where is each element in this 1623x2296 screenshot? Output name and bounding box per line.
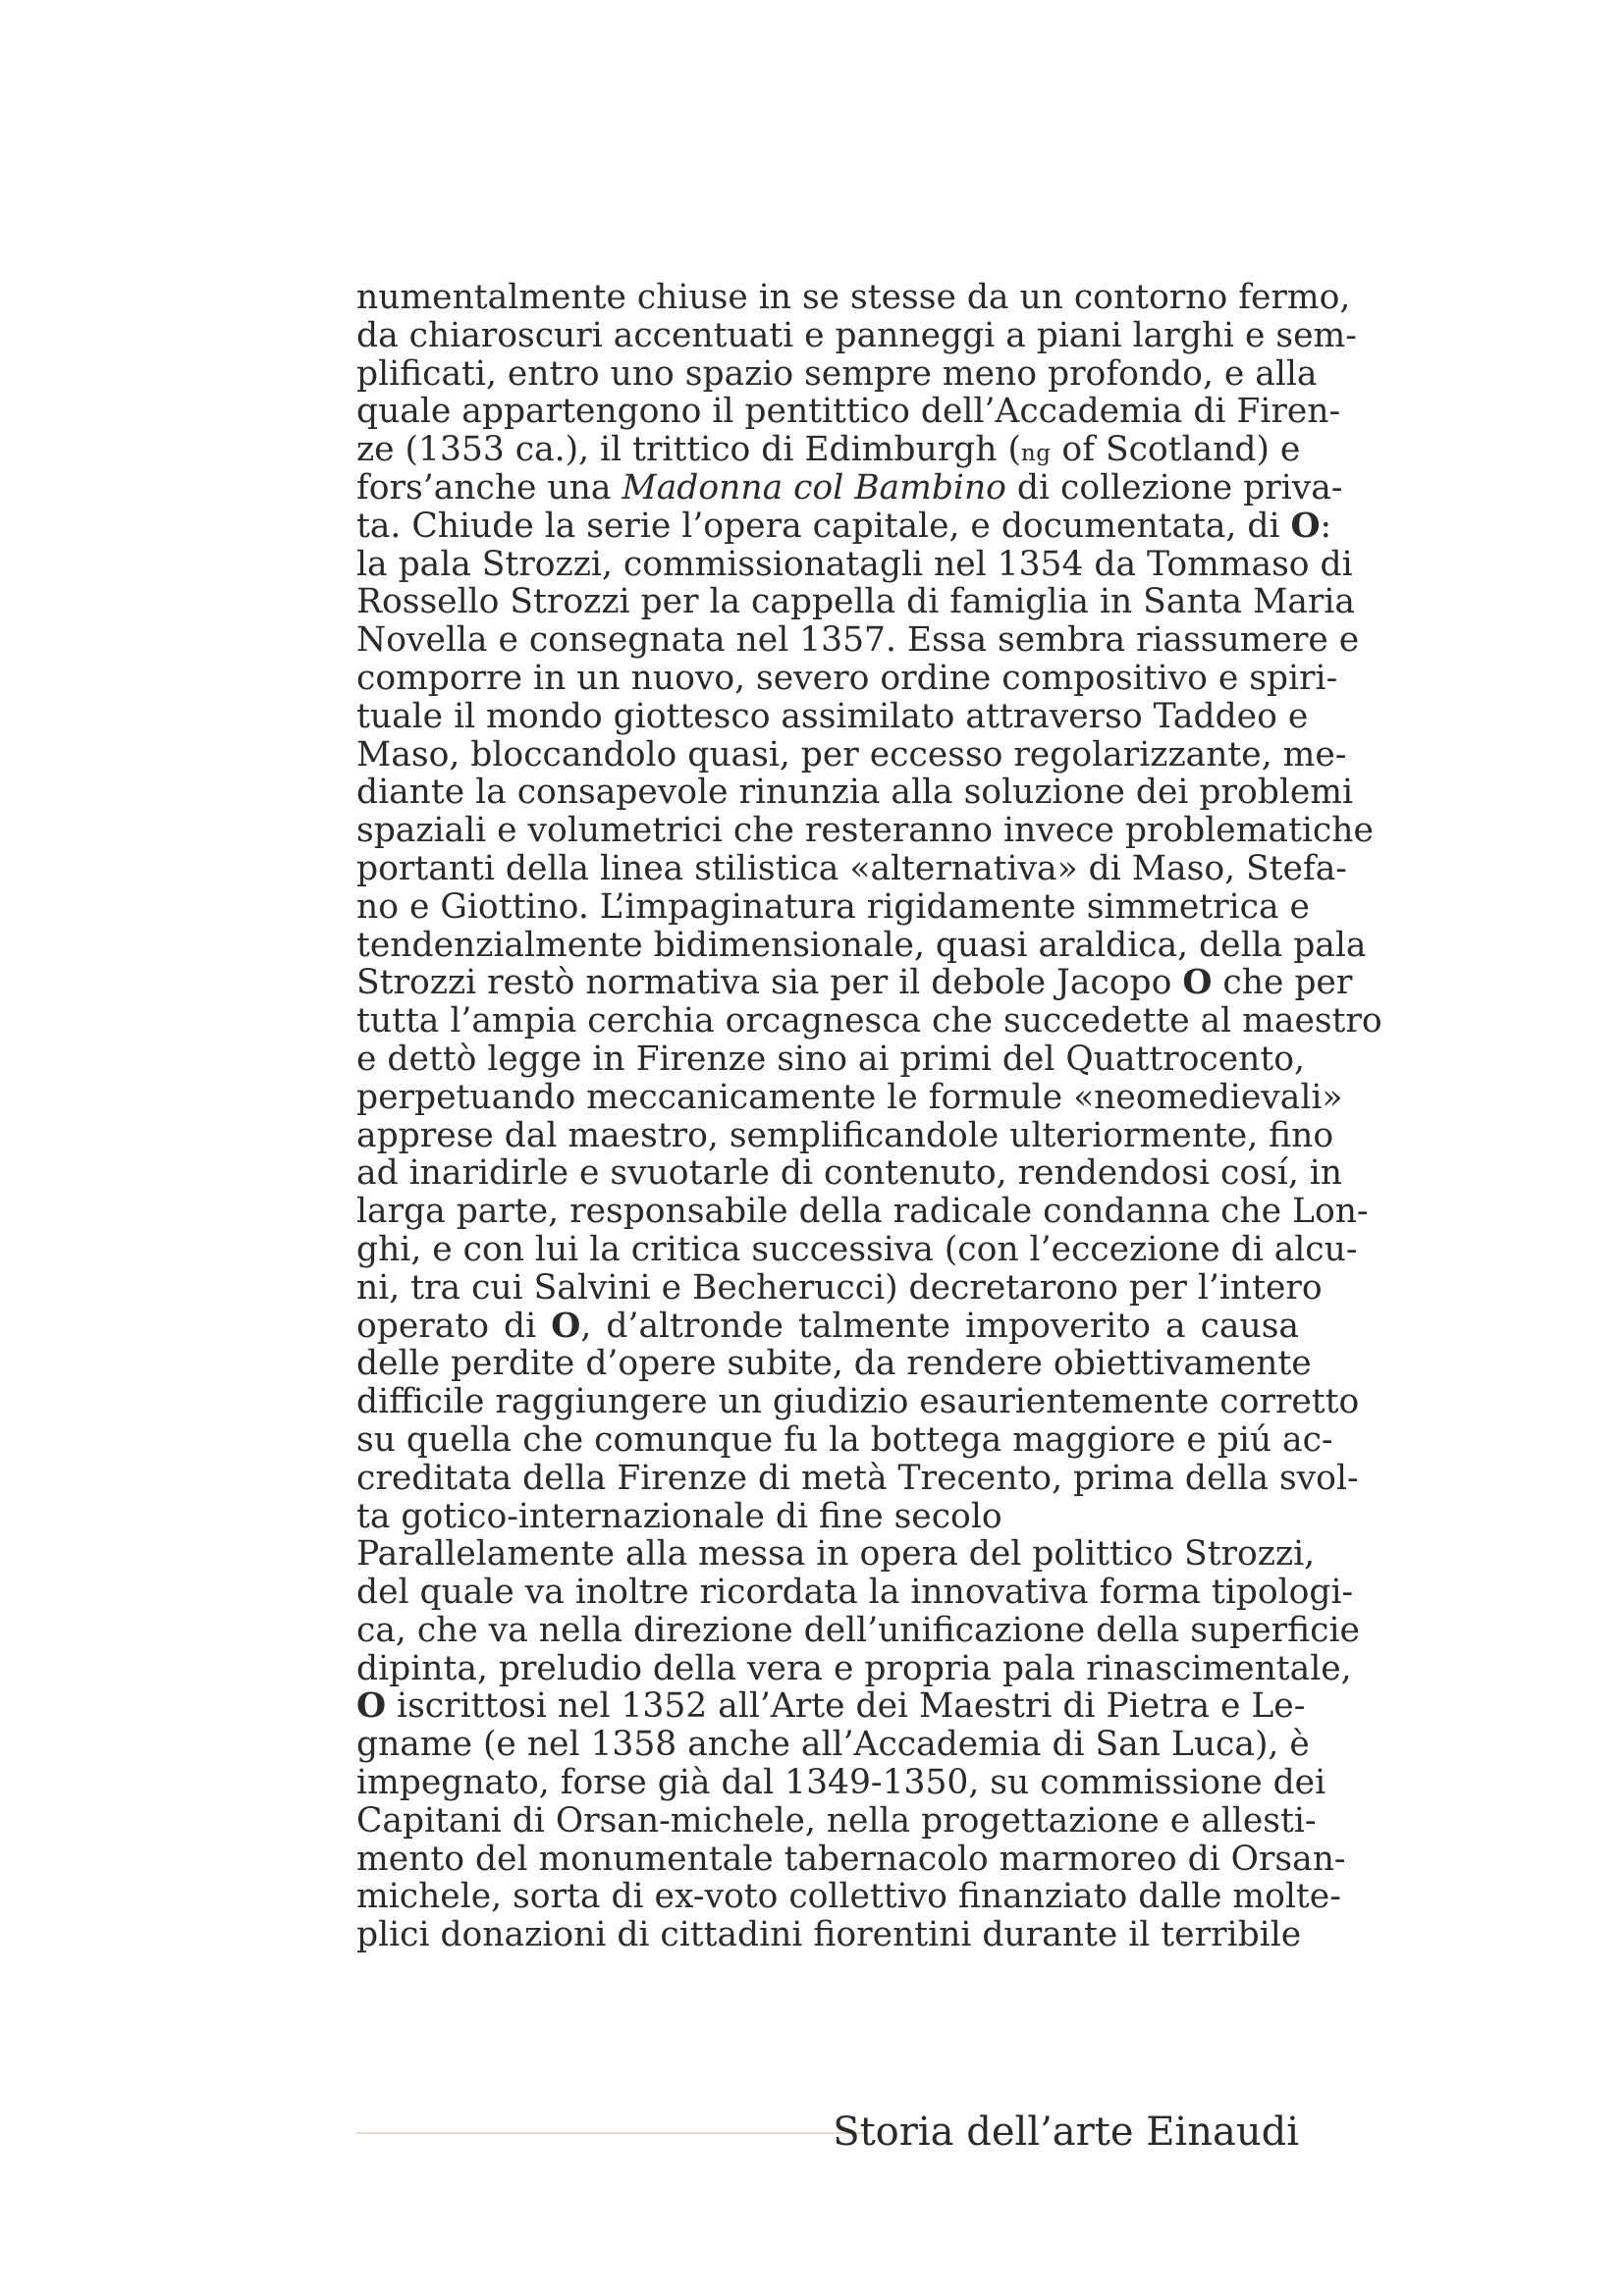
footer-series-title: Storia dell’arte Einaudi <box>833 2109 1299 2155</box>
text-line: larga parte, responsabile della radicale condanna che Lon- <box>356 1192 1369 1232</box>
text-line: diante la consapevole rinunzia alla soluzione dei problemi <box>356 773 1354 813</box>
artist-initial: O <box>551 1306 581 1346</box>
text-line: su quella che comunque fu la bottega maggiore e piú ac- <box>356 1419 1333 1460</box>
artist-initial: O <box>356 1686 387 1727</box>
text-line: numentalmente chiuse in se stesse da un contorno fermo, <box>356 278 1351 317</box>
text-segment: fors’anche una <box>356 467 622 507</box>
text-line: Parallelamente alla messa in opera del polittico Strozzi, <box>356 1534 1316 1575</box>
text-line: Rossello Strozzi per la cappella di famiglia in Santa Maria <box>356 582 1355 622</box>
artist-initial: O <box>1290 506 1321 546</box>
text-line: Novella e consegnata nel 1357. Essa sembra riassumere e <box>356 620 1360 661</box>
text-line: Capitani di Orsan-michele, nella progettazione e allesti- <box>356 1800 1317 1841</box>
text-line: tutta l’ampia cerchia orcagnesca che succedette al maestro <box>356 1001 1382 1041</box>
text-line <box>356 506 1332 546</box>
text-line: ghi, e con lui la critica successiva (con l’eccezione di alcu- <box>356 1229 1358 1269</box>
footer-divider <box>356 2132 867 2134</box>
body-text <box>356 278 1382 1955</box>
text-line: gname (e nel 1358 anche all’Accademia di San Luca), è <box>356 1725 1310 1765</box>
text-line: spaziali e volumetrici che resteranno invece problematiche <box>356 811 1374 851</box>
text-line: e dettò legge in Firenze sino ai primi del Quattrocento, <box>356 1039 1305 1079</box>
text-line <box>356 431 1299 469</box>
artist-initial: O <box>1182 963 1213 1003</box>
text-line: portanti della linea stilistica «alternativa» di Maso, Stefa- <box>356 848 1347 888</box>
text-line: ta gotico-internazionale di fine secolo <box>356 1496 1002 1536</box>
text-line: perpetuando meccanicamente le formule «neomedievali» <box>356 1077 1343 1117</box>
text-line: comporre in un nuovo, severo ordine compositivo e spiri- <box>356 658 1338 698</box>
text-segment: ta. Chiude la serie l’opera capitale, e documentata, di <box>356 506 1291 546</box>
text-line: delle perdite d’opere subite, da rendere obiettivamente <box>356 1344 1312 1384</box>
text-line: del quale va inoltre ricordata la innovativa forma tipologi- <box>356 1573 1354 1613</box>
text-line: la pala Strozzi, commissionatagli nel 1354 da Tommaso di <box>356 544 1353 584</box>
text-segment: iscrittosi nel 1352 all’Arte dei Maestri di Pietra e Le- <box>386 1686 1306 1727</box>
text-line: creditata della Firenze di metà Trecento, prima della svol- <box>356 1458 1359 1498</box>
text-segment: ze (1353 ca.), il trittico di Edimburgh ( <box>356 430 1021 470</box>
text-line: tuale il mondo giottesco assimilato attraverso Taddeo e <box>356 696 1309 736</box>
text-line <box>356 963 1353 1003</box>
text-line: tendenzialmente bidimensionale, quasi araldica, della pala <box>356 925 1367 965</box>
artwork-title: Madonna col Bambino <box>622 467 1006 507</box>
text-line: quale appartengono il pentittico dell’Accademia di Firen- <box>356 392 1341 432</box>
text-line <box>356 467 1343 507</box>
text-line: plici donazioni di cittadini fiorentini durante il terribile <box>356 1915 1302 1955</box>
text-line <box>356 1308 1299 1346</box>
text-segment: : <box>1320 506 1332 546</box>
text-segment: operato di <box>356 1306 552 1346</box>
small-caps-abbreviation: ng <box>1020 441 1052 467</box>
text-line: ca, che va nella direzione dell’unificazione della superficie <box>356 1610 1360 1650</box>
text-line: Maso, bloccandolo quasi, per eccesso regolarizzante, me- <box>356 734 1347 774</box>
text-line: da chiaroscuri accentuati e panneggi a piani larghi e sem- <box>356 315 1357 355</box>
text-line: impegnato, forse già dal 1349-1350, su commissione dei <box>356 1763 1326 1803</box>
text-segment: , d’altronde talmente impoverito a causa <box>580 1306 1299 1346</box>
text-segment: che per <box>1212 963 1353 1003</box>
text-line: no e Giottino. L’impaginatura rigidamente simmetrica e <box>356 886 1310 927</box>
text-segment: Strozzi restò normativa sia per il debole Jacopo <box>356 963 1183 1003</box>
text-line: difficile raggiungere un giudizio esaurientemente corretto <box>356 1382 1360 1422</box>
text-line: apprese dal maestro, semplificandole ulteriormente, fino <box>356 1115 1334 1155</box>
text-line: ni, tra cui Salvini e Becherucci) decretarono per l’intero <box>356 1267 1323 1308</box>
text-line: mento del monumentale tabernacolo marmoreo di Orsan- <box>356 1839 1346 1879</box>
text-line <box>356 1686 1306 1727</box>
text-line: dipinta, preludio della vera e propria pala rinascimentale, <box>356 1648 1352 1688</box>
text-line: plificati, entro uno spazio sempre meno profondo, e alla <box>356 353 1318 394</box>
text-line: michele, sorta di ex-voto collettivo finanziato dalle molte- <box>356 1877 1341 1917</box>
text-segment: di collezione priva- <box>1005 467 1343 507</box>
text-line: ad inaridirle e svuotarle di contenuto, rendendosi cosí, in <box>356 1153 1343 1194</box>
text-segment: of Scotland) e <box>1051 430 1301 470</box>
